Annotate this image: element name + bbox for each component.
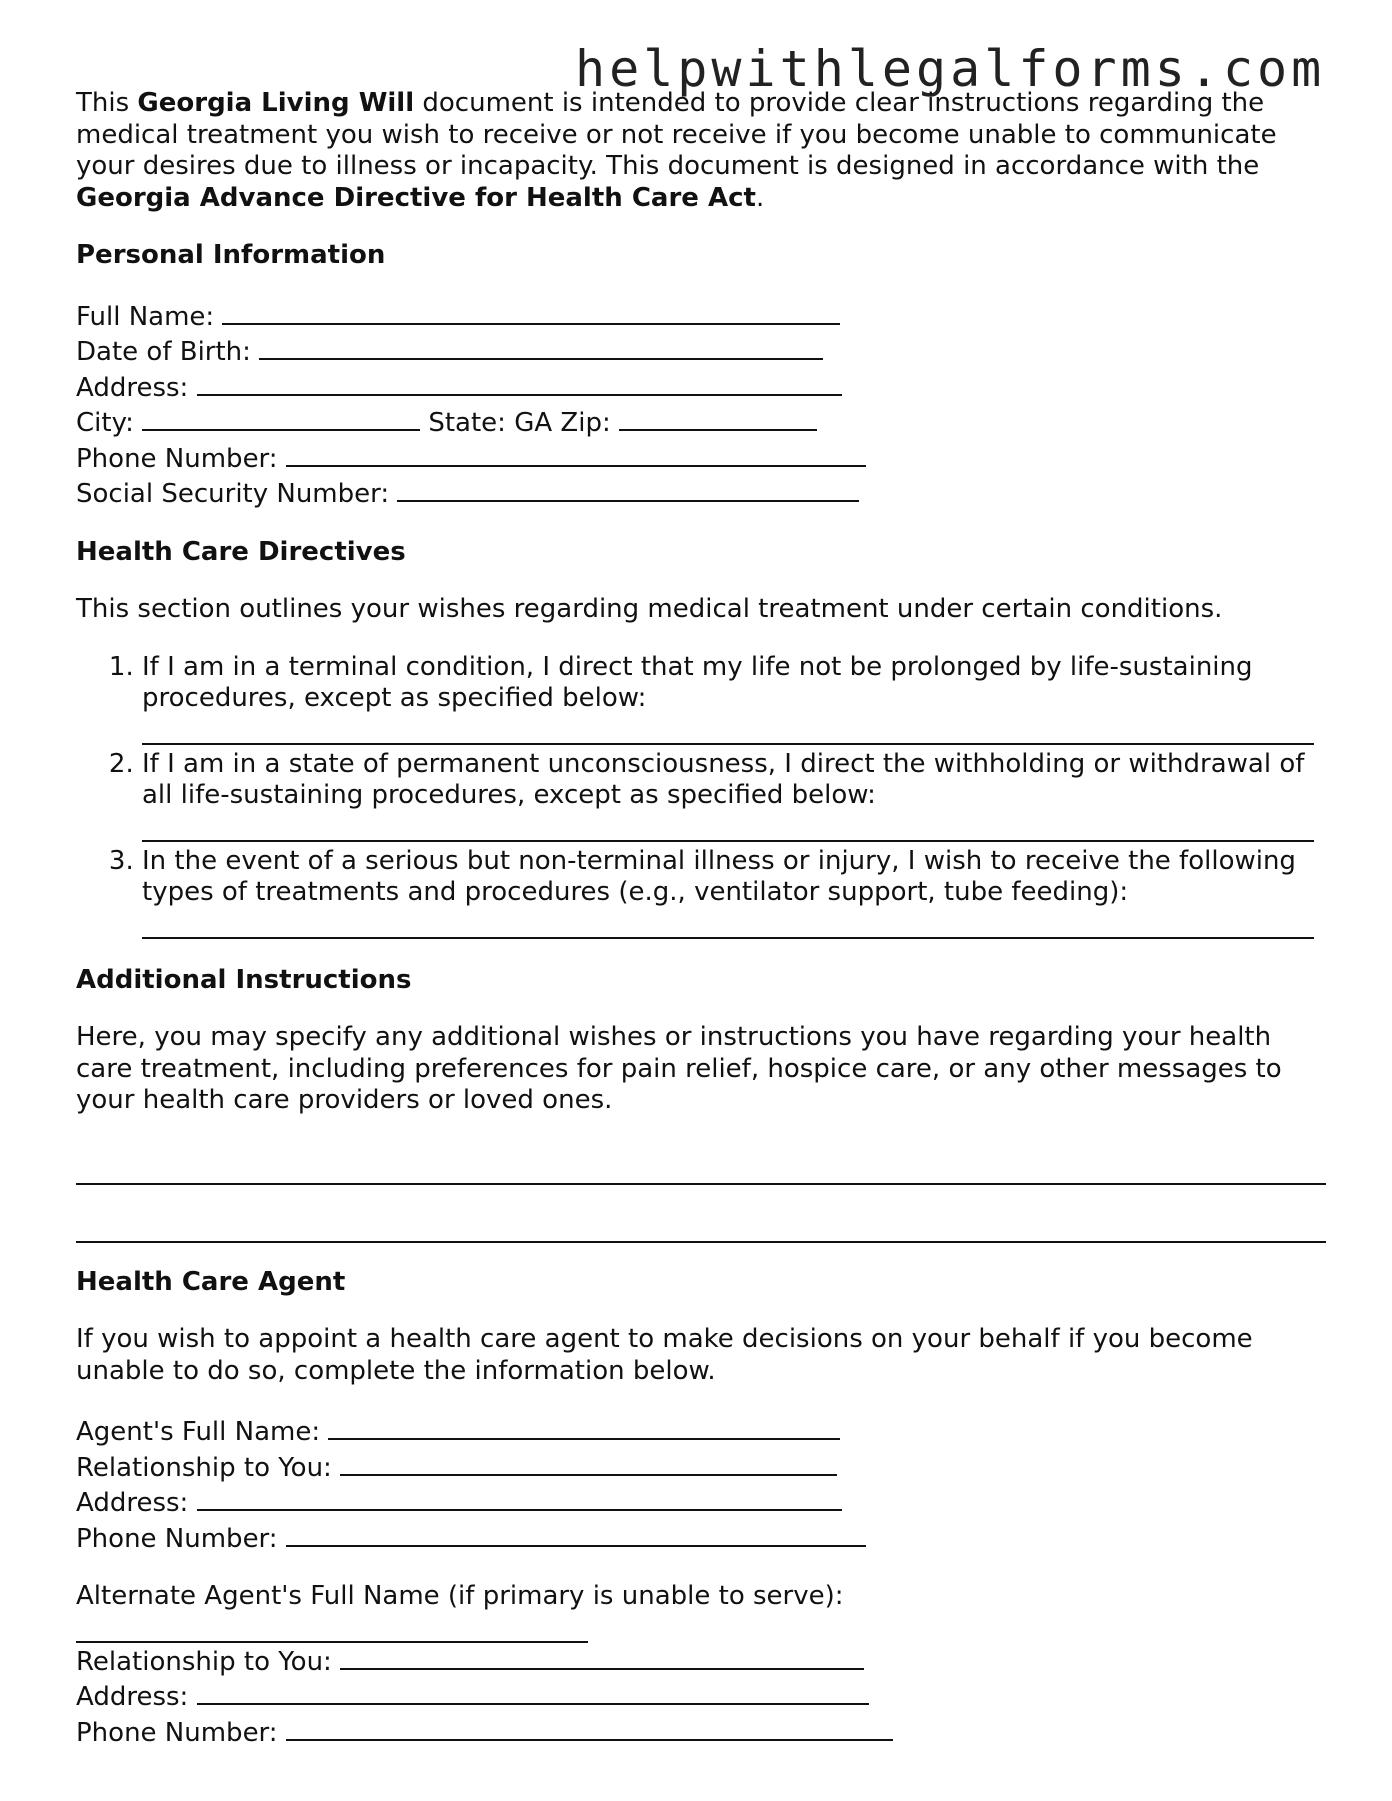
spacer <box>76 1185 1326 1213</box>
agent-phone-label: Phone Number: <box>76 1523 286 1554</box>
ssn-label: Social Security Number: <box>76 479 398 509</box>
city-state-zip-row <box>76 404 1326 440</box>
alternate-phone-label: Phone Number: <box>76 1717 286 1748</box>
document-title: Georgia Living Will <box>137 88 415 118</box>
additional-instructions-line-2[interactable] <box>76 1213 1326 1243</box>
agent-fields <box>76 1413 1326 1555</box>
directive-answer-field[interactable] <box>142 909 1314 939</box>
intro-paragraph <box>76 88 1326 214</box>
city-label: City: <box>76 408 143 438</box>
alternate-address-label: Address: <box>76 1682 197 1712</box>
state-zip-label: State: GA Zip: <box>420 408 619 438</box>
act-name: Georgia Advance Directive for Health Care Act <box>76 182 756 213</box>
directive-answer-field[interactable] <box>142 812 1314 842</box>
date-of-birth-row <box>76 333 1326 369</box>
phone-number-label: Phone Number: <box>76 443 286 474</box>
additional-instructions-heading: Additional Instructions <box>76 964 412 995</box>
agent-address-field[interactable] <box>197 1484 842 1511</box>
directive-text: If I am in a terminal condition, I direct that my life not be prolonged by life-sustaining procedures, except as specified below: <box>142 651 1253 713</box>
directives-intro: This section outlines your wishes regarding medical treatment under certain conditions. <box>76 594 1223 624</box>
agent-phone-row <box>76 1520 1326 1556</box>
personal-information-fields <box>76 298 1326 511</box>
alternate-agent-label: Alternate Agent's Full Name (if primary is unable to serve): <box>76 1581 844 1611</box>
intro-text-1: This <box>76 88 138 118</box>
full-name-row <box>76 298 1326 334</box>
directive-item <box>142 846 1326 939</box>
address-label: Address: <box>76 372 197 403</box>
intro-text-2: document is intended to provide clear instructions regarding the medical treatment you wish to receive or not receive if you become unable to communicate your desires due to illness or incapacity. This document is designed in accordance with the <box>76 88 1277 181</box>
alternate-phone-field[interactable] <box>286 1714 893 1741</box>
agent-name-field[interactable] <box>328 1413 840 1440</box>
agent-name-row <box>76 1413 1326 1449</box>
city-field[interactable] <box>142 404 420 431</box>
directive-item <box>142 652 1326 745</box>
directive-item <box>142 749 1326 842</box>
personal-information-heading: Personal Information <box>76 240 386 270</box>
directives-list <box>76 652 1326 939</box>
address-field[interactable] <box>197 369 842 396</box>
alternate-relationship-field[interactable] <box>340 1643 864 1670</box>
agent-name-label: Agent's Full Name: <box>76 1417 329 1447</box>
alternate-relationship-label: Relationship to You: <box>76 1646 341 1677</box>
directive-text: In the event of a serious but non-terminal illness or injury, I wish to receive the following types of treatments and procedures (e.g., ventilator support, tube feeding): <box>142 845 1296 907</box>
date-of-birth-label: Date of Birth: <box>76 337 260 367</box>
alternate-address-field[interactable] <box>197 1678 869 1705</box>
intro-text-3: . <box>755 182 765 213</box>
phone-number-row <box>76 440 1326 476</box>
alternate-phone-row <box>76 1714 1326 1750</box>
date-of-birth-field[interactable] <box>259 333 823 360</box>
additional-instructions-line-1[interactable] <box>76 1155 1326 1185</box>
alternate-address-row <box>76 1678 1326 1714</box>
directive-answer-field[interactable] <box>142 715 1314 745</box>
agent-relationship-label: Relationship to You: <box>76 1452 341 1483</box>
alternate-agent-name-field[interactable] <box>76 1613 588 1643</box>
full-name-field[interactable] <box>222 298 840 325</box>
zip-field[interactable] <box>619 404 817 431</box>
agent-phone-field[interactable] <box>286 1520 866 1547</box>
health-care-agent-intro: If you wish to appoint a health care agent to make decisions on your behalf if you become unable to do so, complete the information below. <box>76 1324 1253 1386</box>
living-will-document <box>76 88 1326 1749</box>
alternate-relationship-row <box>76 1643 1326 1679</box>
directive-text: If I am in a state of permanent unconsciousness, I direct the withholding or withdrawal of all life-sustaining procedures, except as specified below: <box>142 748 1305 810</box>
agent-address-label: Address: <box>76 1488 197 1518</box>
spacer <box>76 1127 1326 1155</box>
agent-relationship-row <box>76 1449 1326 1485</box>
health-care-agent-heading: Health Care Agent <box>76 1266 346 1297</box>
agent-relationship-field[interactable] <box>340 1449 837 1476</box>
agent-address-row <box>76 1484 1326 1520</box>
alternate-agent-fields <box>76 1581 1326 1749</box>
ssn-row <box>76 475 1326 511</box>
watermark-site-name: helpwithlegalforms.com <box>575 40 1326 98</box>
address-row <box>76 369 1326 405</box>
health-care-directives-heading: Health Care Directives <box>76 536 406 567</box>
full-name-label: Full Name: <box>76 301 223 332</box>
phone-number-field[interactable] <box>286 440 866 467</box>
additional-instructions-text: Here, you may specify any additional wishes or instructions you have regarding your health care treatment, including preferences for pain relief, hospice care, or any other messages to your health care providers or loved ones. <box>76 1022 1282 1115</box>
ssn-field[interactable] <box>397 475 859 502</box>
